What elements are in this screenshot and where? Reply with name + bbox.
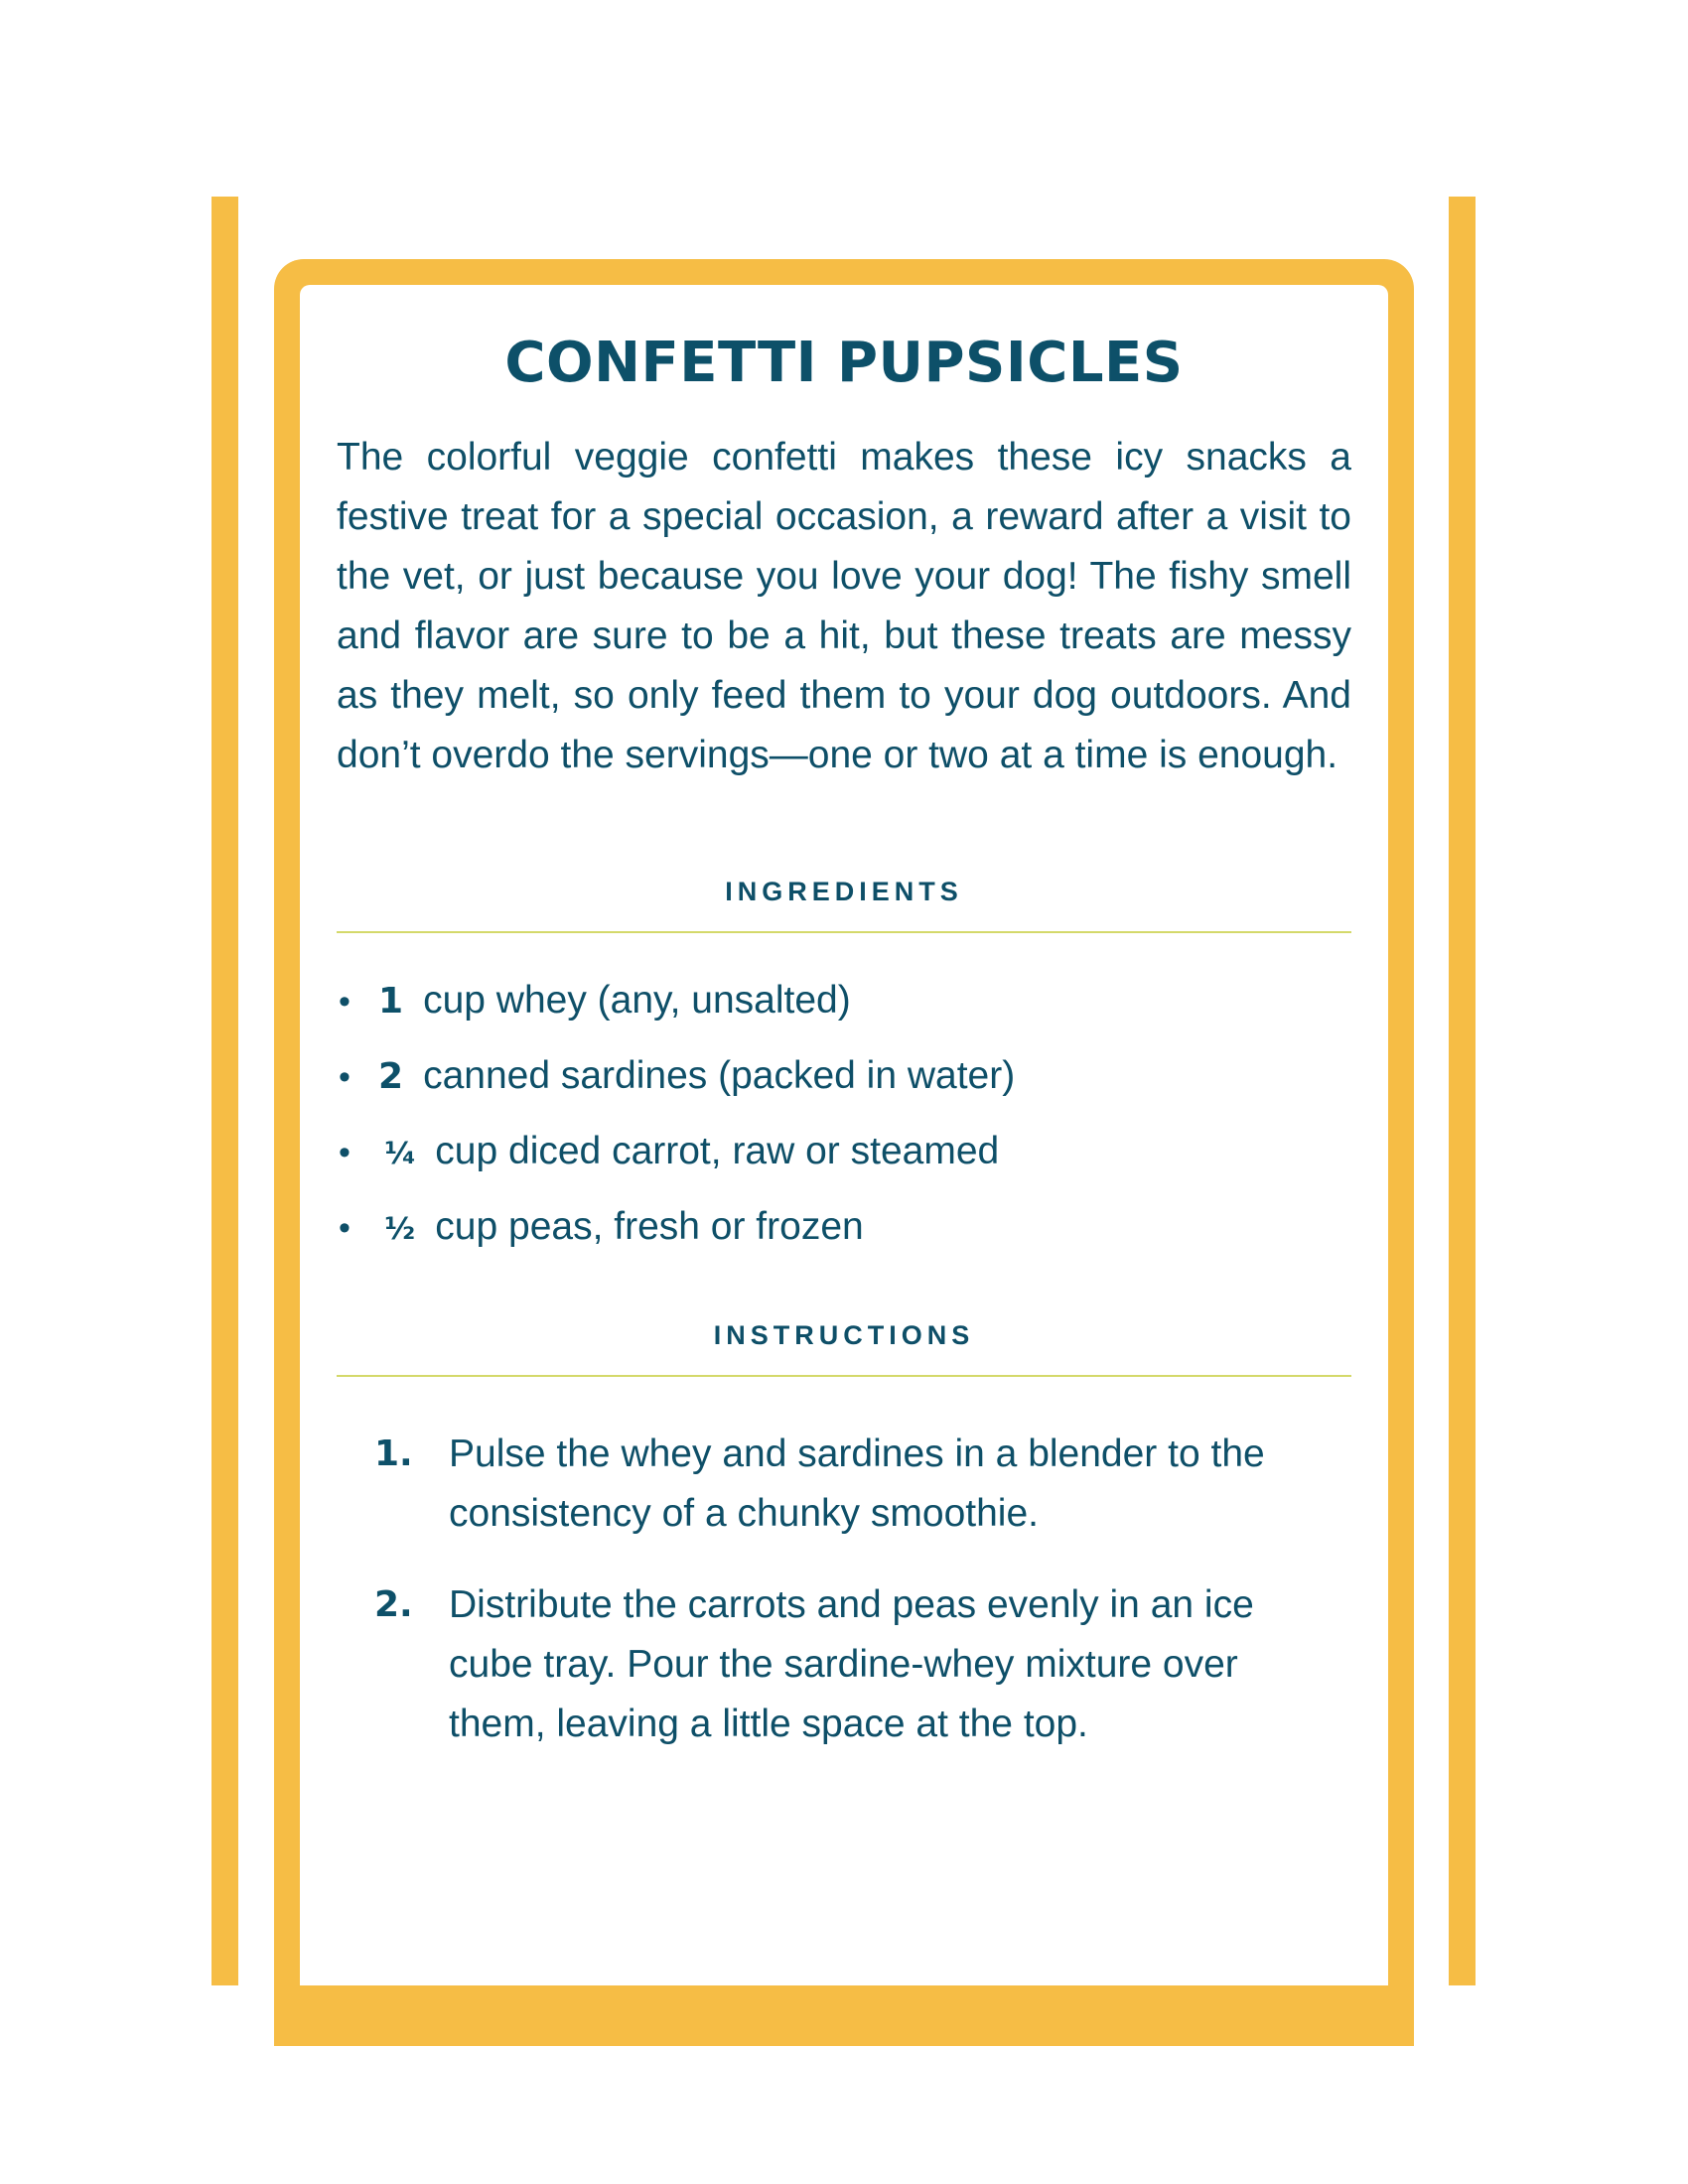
recipe-intro: The colorful veggie confetti makes these icy snacks a festive treat for a special occasion, a reward after a visit to the vet, or just because you love your dog! The fishy smell and flavor are sure to be a hit, but these treats are messy as they melt, so only feed them to your dog outdoors. And don’t overdo the servings—one or two at a time is enough. <box>337 435 1351 776</box>
instructions-list <box>337 1425 1351 1754</box>
instructions-heading: INSTRUCTIONS <box>337 1320 1351 1377</box>
instruction-step <box>337 1575 1351 1754</box>
recipe-content <box>337 328 1351 1786</box>
step-text: Pulse the whey and sardines in a blender to the consistency of a chunky smoothie. <box>449 1432 1265 1535</box>
ingredient-text: canned sardines (packed in water) <box>423 1053 1016 1097</box>
ingredient-item <box>337 1038 1351 1114</box>
ingredient-text: cup diced carrot, raw or steamed <box>435 1129 1000 1172</box>
instruction-step <box>337 1425 1351 1544</box>
step-text: Distribute the carrots and peas evenly in an ice cube tray. Pour the sardine-whey mixture over them, leaving a little space at the top. <box>449 1582 1254 1745</box>
ingredient-quantity: 1 <box>378 980 404 1022</box>
bullet-icon: • <box>339 1057 351 1096</box>
bullet-icon: • <box>339 982 351 1021</box>
left-decorative-bar <box>211 197 238 1985</box>
ingredient-quantity: ¹⁄₂ <box>384 1211 416 1247</box>
ingredient-quantity: ¹⁄₄ <box>384 1136 416 1171</box>
recipe-title: CONFETTI PUPSICLES <box>504 331 1184 395</box>
ingredient-item <box>337 1114 1351 1189</box>
ingredient-item <box>337 963 1351 1038</box>
bullet-icon: • <box>339 1208 351 1247</box>
ingredient-item <box>337 1189 1351 1265</box>
ingredient-text: cup whey (any, unsalted) <box>423 978 851 1022</box>
right-decorative-bar <box>1449 197 1476 1985</box>
step-number: 2. <box>374 1583 413 1625</box>
ingredients-list <box>337 963 1351 1265</box>
ingredients-heading: INGREDIENTS <box>337 877 1351 933</box>
ingredient-quantity: 2 <box>378 1055 404 1097</box>
step-number: 1. <box>374 1433 413 1474</box>
bullet-icon: • <box>339 1133 351 1171</box>
ingredient-text: cup peas, fresh or frozen <box>435 1204 864 1248</box>
